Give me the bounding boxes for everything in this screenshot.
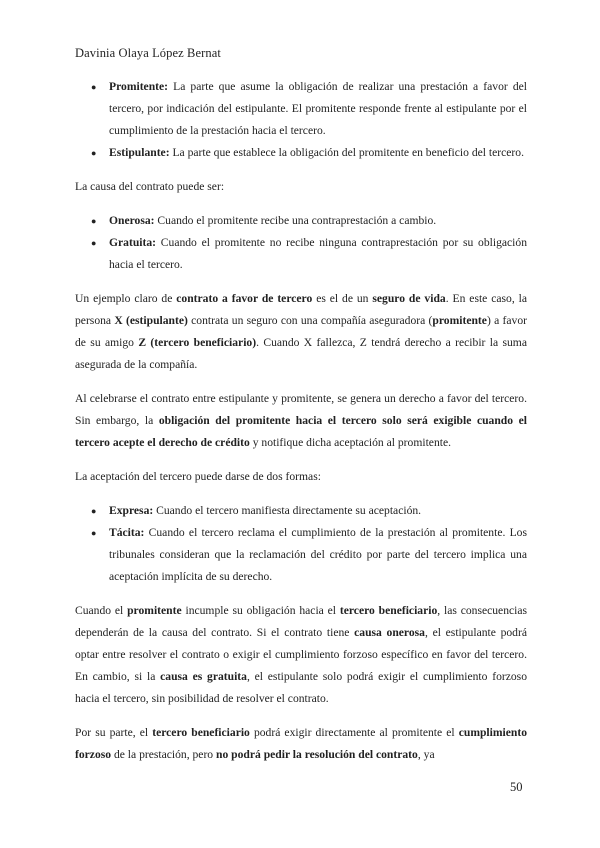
paragraph-celebrarse: Al celebrarse el contrato entre estipulante y promitente, se genera un derecho a favor del tercero. Sin embargo, la obligación del promitente hacia el tercero solo será exigible cuando el tercero acepte el derecho de crédito y notifique dicha aceptación al promitente. [75,392,527,449]
bullet-list-causa [75,210,527,276]
list-item: ● Expresa: Cuando el tercero manifiesta directamente su aceptación. [75,500,527,522]
bullet-icon: ● [91,148,97,158]
list-item: ● Gratuita: Cuando el promitente no recibe ninguna contraprestación por su obligación hacia el tercero. [75,232,527,276]
page-number: 50 [510,780,523,794]
paragraph-por-su-parte: Por su parte, el tercero beneficiario podrá exigir directamente al promitente el cumplimiento forzoso de la prestación, pero no podrá pedir la resolución del contrato, ya [75,726,527,761]
bullet-icon: ● [91,238,97,248]
bullet-icon: ● [91,216,97,226]
page-body [75,76,527,766]
paragraph-causa: La causa del contrato puede ser: [75,180,225,193]
running-header-author: Davinia Olaya López Bernat [75,46,221,60]
paragraph-incumple: Cuando el promitente incumple su obligación hacia el tercero beneficiario, las consecuencias dependerán de la causa del contrato. Si el contrato tiene causa onerosa, el estipulante podrá optar entre resolver el contrato o exigir el cumplimiento forzoso específico en favor del tercero. En cambio, si la causa es gratuita, el estipulante solo podrá exigir el cumplimiento forzoso hacia el tercero, sin posibilidad de resolver el contrato. [75,604,528,705]
bullet-icon: ● [91,528,97,538]
paragraph-ejemplo: Un ejemplo claro de contrato a favor de tercero es el de un seguro de vida. En este caso, la persona X (estipulante) contrata un seguro con una compañía aseguradora (promitente) a favor de su amigo Z (tercero beneficiario). Cuando X fallezca, Z tendrá derecho a recibir la suma asegurada de la compañía. [75,292,527,371]
list-item: ● Tácita: Cuando el tercero reclama el cumplimiento de la prestación al promitente. Los tribunales consideran que la reclamación del crédito por parte del tercero implica una aceptación implícita de su derecho. [75,522,527,588]
bullet-icon: ● [91,506,97,516]
bullet-list-aceptacion [75,500,527,588]
list-item: ● Promitente: La parte que asume la obligación de realizar una prestación a favor del tercero, por indicación del estipulante. El promitente responde frente al estipulante por el cumplimiento de la prestación hacia el tercero. [75,76,527,142]
bullet-list-partes [75,76,527,164]
list-item: ● Estipulante: La parte que establece la obligación del promitente en beneficio del tercero. [75,142,527,164]
paragraph-aceptacion: La aceptación del tercero puede darse de dos formas: [75,470,321,483]
list-item: ● Onerosa: Cuando el promitente recibe una contraprestación a cambio. [75,210,527,232]
bullet-icon: ● [91,82,97,92]
